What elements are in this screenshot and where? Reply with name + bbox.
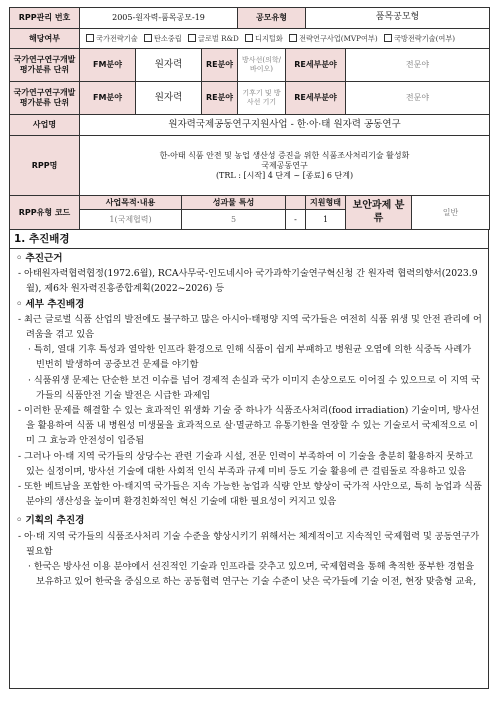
applicability-options: 국가전략기술 탄소중립 글로벌 R&D 디지털화 전략연구사업(MVP여부) 국방전략기술(여부) xyxy=(80,29,490,49)
label-security: 보안과제 분류 xyxy=(346,196,412,230)
paragraph-trend-1b: · 식품위생 문제는 단순한 보건 이슈를 넘어 경제적 손실과 국가 이미지 손상으로도 이어질 수 있으므로 이 지역 국가들의 식품안전 기술 발전은 시급한 과제임 xyxy=(28,374,480,401)
header-support: 지원형태 xyxy=(306,196,346,210)
paragraph-trend-2: - 이러한 문제를 해결할 수 있는 효과적인 위생화 기술 중 하나가 식품조사처리(food irradiation) 기술이며, 방사선을 활용하여 식품 내 병원성 미생물을 효과적으로 살·멸균하고 유통기한을 연장할 수 있는 기술로서 국제적으로 이미 그 효능과 안전성이 입증됨 xyxy=(18,405,480,447)
label-re-2: RE분야 xyxy=(202,82,238,115)
row-type-code-header xyxy=(10,196,490,210)
document-page xyxy=(9,7,489,689)
label-call-type: 공모유형 xyxy=(238,8,306,29)
value-support: 1 xyxy=(306,210,346,230)
background-section xyxy=(9,230,489,689)
value-re-sub-2: 전문야 xyxy=(346,82,490,115)
label-fm-1: FM분야 xyxy=(80,49,136,82)
value-fm-1: 원자력 xyxy=(136,49,202,82)
label-type-code: RPP유형 코드 xyxy=(10,196,80,230)
value-rpp-name: 한-아태 식품 안전 및 농업 생산성 증진을 위한 식품조사처리기술 활성화 국제공동연구 (TRL : [시작] 4 단계 ~ [종료] 6 단계) xyxy=(80,136,490,196)
value-re-2: 기후기 및 방사선 기기 xyxy=(238,82,286,115)
label-rpp-number: RPP관리 번호 xyxy=(10,8,80,29)
header-purpose: 사업목적·내용 xyxy=(80,196,182,210)
label-rpp-name: RPP명 xyxy=(10,136,80,196)
paragraph-trend-4: - 또한 베트남을 포함한 아·태지역 국가들은 지속 가능한 농업과 식량 안보 향상이 국가적 사안으로, 특히 농업과 식품 분야의 생산성을 높이며 환경친화적인 혁신 기술에 대한 필요성이 커지고 있음 xyxy=(18,481,482,508)
header-blank xyxy=(286,196,306,210)
checkbox-mvp[interactable] xyxy=(289,34,297,42)
heading-basis: ◦ 추진근거 xyxy=(16,253,63,264)
value-project-name: 원자력국제공동연구지원사업 - 한·아·태 원자력 공동연구 xyxy=(80,115,490,136)
row-rpp-name xyxy=(10,136,490,196)
checkbox-global-rnd[interactable] xyxy=(188,34,196,42)
paragraph-basis-1: - 아태원자력협력협정(1972.6월), RCA사무국-인도네시아 국가과학기술연구혁신청 간 원자력 협력의향서(2023.9월), 제6차 원자력진흥종합계획(2022~2026) 등 xyxy=(18,268,478,295)
checkbox-digital[interactable] xyxy=(245,34,253,42)
row-project-name xyxy=(10,115,490,136)
label-classification-2: 국가연구연구개발 평가분류 단위 xyxy=(10,82,80,115)
checkbox-carbon-neutral[interactable] xyxy=(144,34,152,42)
heading-need: ◦ 기획의 추진경 xyxy=(16,515,85,527)
value-output: 5 xyxy=(182,210,286,230)
value-call-type: 품목공모형 xyxy=(306,8,490,29)
row-applicability xyxy=(10,29,490,49)
paragraph-trend-1a: · 특히, 열대 기후 특성과 열악한 인프라 환경으로 인해 식품이 쉽게 부패하고 병원균 오염에 의한 식중독 사례가 빈번히 발생하여 공중보건 문제를 야기함 xyxy=(28,344,472,371)
paragraph-trend-3: - 그러나 아·태 지역 국가들의 상당수는 관련 기술과 시설, 전문 인력이 부족하여 이 기술을 충분히 활용하지 못하고 있는 실정이며, 방사선 기술에 대한 사회적 인식 부족과 규제 미비 등도 기술 활용에 큰 걸림돌로 작용하고 있음 xyxy=(18,450,474,477)
value-dash: - xyxy=(286,210,306,230)
paragraph-trend-1: - 최근 글로벌 식품 산업의 발전에도 불구하고 많은 아시아·태평양 지역 국가들은 여전히 식품 위생 및 안전 관리에 어려움을 겪고 있음 xyxy=(18,313,482,341)
value-fm-2: 원자력 xyxy=(136,82,202,115)
paragraph-need-1a: · 한국은 방사선 이용 분야에서 선진적인 기술과 인프라를 갖추고 있으며, 국제협력을 통해 축적한 풍부한 경험을 보유하고 있어 한국을 중심으로 하는 공동협력 연구는 기술 수준이 낮은 국가들에 기술 이전, 현장 맞춤형 교육, xyxy=(28,561,477,588)
label-fm-2: FM분야 xyxy=(80,82,136,115)
header-output: 성과물 특성 xyxy=(182,196,286,210)
label-re-1: RE분야 xyxy=(202,49,238,82)
label-project-name: 사업명 xyxy=(10,115,80,136)
project-info-table xyxy=(9,7,490,230)
row-classification-1 xyxy=(10,49,490,82)
label-re-sub-1: RE세부분야 xyxy=(286,49,346,82)
value-re-1: 방사선(의학/바이오) xyxy=(238,49,286,82)
row-classification-2 xyxy=(10,82,490,115)
label-re-sub-2: RE세부분야 xyxy=(286,82,346,115)
value-purpose: 1(국제협력) xyxy=(80,210,182,230)
value-security: 일반 xyxy=(412,196,490,230)
heading-trend: ◦ 세부 추진배경 xyxy=(16,298,85,310)
label-applicability: 해당여부 xyxy=(10,29,80,49)
paragraph-need-1: - 아·태 지역 국가들의 식품조사처리 기술 수준을 향상시키기 위해서는 체계적이고 지속적인 국제협력 및 공동연구가 필요함 xyxy=(18,530,480,557)
checkbox-strategic-tech[interactable] xyxy=(86,34,94,42)
row-management-number xyxy=(10,8,490,29)
value-rpp-number: 2005-원자력-품목공모-19 xyxy=(80,8,238,29)
section-content xyxy=(10,249,488,589)
section-title: 1. 추진배경 xyxy=(10,230,488,249)
label-classification-1: 국가연구연구개발 평가분류 단위 xyxy=(10,49,80,82)
checkbox-defense[interactable] xyxy=(384,34,392,42)
value-re-sub-1: 전문야 xyxy=(346,49,490,82)
